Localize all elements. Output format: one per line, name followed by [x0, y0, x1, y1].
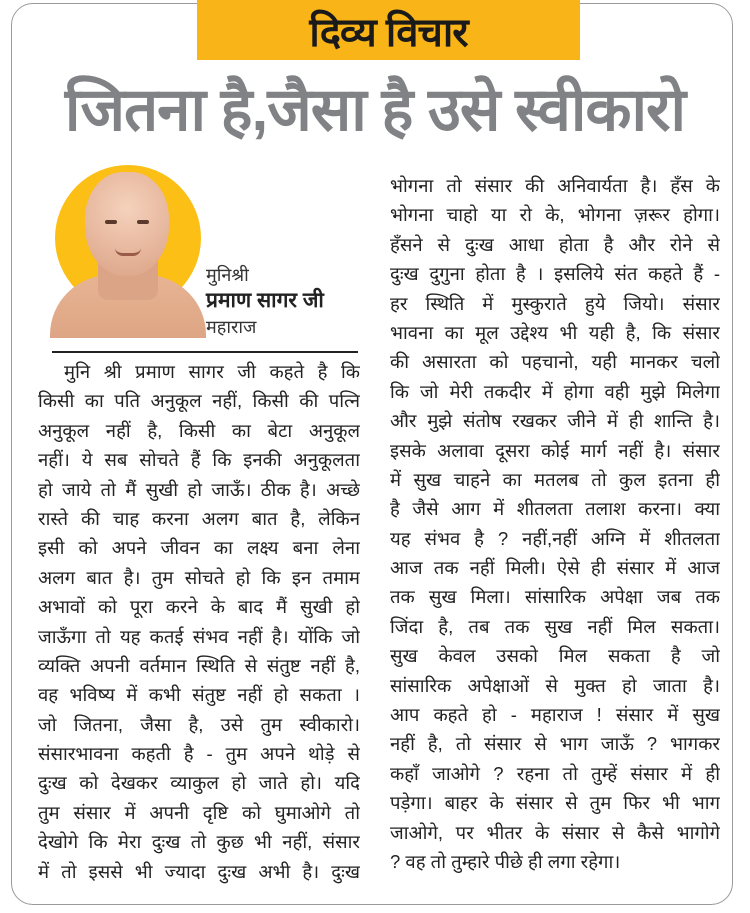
article-line: हर स्थिति में मुस्कुराते हुये जियो। संसार [390, 292, 720, 314]
article-line: रास्ते की चाह करना अलग बात है, लेकिन [38, 507, 360, 529]
article-line: जाऊँगा तो यह कतई संभव नहीं है। योंकि जो [38, 625, 360, 647]
article-line: किसी का पति अनुकूल नहीं, किसी की पत्नि [38, 390, 360, 412]
article-line: आप कहते हो - महाराज ! संसार में सुख [390, 704, 720, 726]
article-line: में सुख चाहने का मतलब तो कुल इतना ही [390, 468, 720, 490]
article-line: सांसारिक अपेक्षाओं से मुक्त हो जाता है। [390, 674, 720, 696]
section-title: दिव्य विचार [309, 10, 468, 55]
article-line: जाओगे, पर भीतर के संसार से कैसे भागोगे [390, 821, 720, 843]
photo-eye [105, 220, 117, 224]
photo-eye [137, 220, 149, 224]
article-line: दुःख दुगुना होता है । इसलिये संत कहते हैं - [390, 263, 720, 285]
photo-mouth [115, 248, 141, 256]
author-byline [206, 262, 324, 340]
article-line: पड़ेगा। बाहर के संसार से तुम फिर भी भाग [390, 792, 720, 814]
article-line: तक सुख मिला। सांसारिक अपेक्षा जब तक [390, 586, 720, 608]
headline: जितना है,जैसा है उसे स्वीकारो [64, 76, 686, 143]
article-line: जो जितना, जैसा है, उसे तुम स्वीकारो। [38, 713, 360, 735]
article-line: सुख केवल उसको मिल सकता है जो [390, 645, 720, 667]
article-line: और मुझे संतोष रखकर जीने में ही शान्ति है। [390, 410, 720, 432]
article-line: ? वह तो तुम्हारे पीछे ही लगा रहेगा। [390, 850, 621, 872]
article-line: देखोगे कि मेरा दुःख तो कुछ भी नहीं, संसार [38, 831, 360, 853]
article-line: इसी को अपने जीवन का लक्ष्य बना लेना [38, 537, 360, 559]
author-suffix: महाराज [206, 317, 257, 337]
article-line: अनुकूल नहीं है, किसी का बेटा अनुकूल [38, 419, 360, 441]
article-line: हँसने से दुःख आधा होता है और रोने से [390, 233, 720, 255]
article-line: भावना का मूल उद्देश्य भी यही है, कि संसार [390, 321, 720, 343]
article-line: अलग बात है। तुम सोचते हो कि इन तमाम [38, 566, 360, 588]
article-line: नहीं। ये सब सोचते हैं कि इनकी अनुकूलता [38, 449, 360, 471]
article-line: संसारभावना कहती है - तुम अपने थोड़े से [38, 743, 360, 765]
article-line: में तो इससे भी ज्यादा दुःख अभी है। दुःख [38, 860, 360, 882]
author-photo [50, 170, 206, 338]
author-prefix: मुनिश्री [206, 265, 249, 285]
article-line: भोगना तो संसार की अनिवार्यता है। हँस के [390, 175, 720, 196]
article-right-column [390, 171, 720, 876]
article-line: तुम संसार में अपनी दृष्टि को घुमाओगे तो [38, 801, 360, 823]
article-line: दुःख को देखकर व्याकुल हो जाते हो। यदि [38, 772, 360, 794]
article-line: की असारता को पहचानो, यही मानकर चलो [390, 351, 720, 373]
divider-rule [52, 351, 358, 353]
article-line: अभावों को पूरा करने के बाद मैं सुखी हो [38, 596, 360, 618]
article-line: कि जो मेरी तकदीर में होगा वही मुझे मिलेगा [390, 380, 720, 402]
article-line: भोगना चाहो या रो के, भोगना ज़रूर होगा। [390, 204, 720, 226]
article-line: यह संभव है ? नहीं,नहीं अग्नि में शीतलता [390, 527, 720, 549]
article-line: इसके अलावा दूसरा कोई मार्ग नहीं है। संसार [390, 439, 720, 461]
article-line: कहाँ जाओगे ? रहना तो तुम्हें संसार में ही [390, 762, 720, 784]
article-line: है जैसे आग में शीतलता तलाश करना। क्या [390, 498, 720, 520]
article-line: हो जाये तो मैं सुखी हो जाऊँ। ठीक है। अच्छे [38, 478, 360, 500]
article-line: नहीं है, तो संसार से भाग जाऊँ ? भागकर [390, 733, 720, 755]
article-line: वह भविष्य में कभी संतुष्ट नहीं हो सकता । [38, 684, 360, 706]
article-line: व्यक्ति अपनी वर्तमान स्थिति से संतुष्ट नहीं है, [38, 654, 360, 676]
article-line: जिंदा है, तब तक सुख नहीं मिल सकता। [390, 615, 720, 637]
article-line: मुनि श्री प्रमाण सागर जी कहते है कि [64, 361, 360, 382]
article-left-column [38, 357, 360, 886]
photo-head [85, 172, 169, 276]
section-banner [197, 0, 580, 60]
author-name: प्रमाण सागर जी [206, 289, 324, 312]
article-line: आज तक नहीं मिली। ऐसे ही संसार में आज [390, 557, 720, 579]
